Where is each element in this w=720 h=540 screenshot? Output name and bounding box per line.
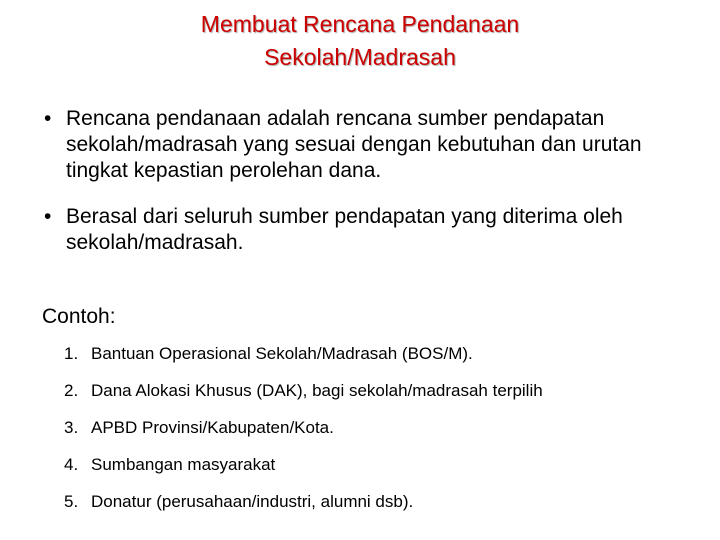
example-number: 3. (64, 418, 79, 437)
example-text: Donatur (perusahaan/industri, alumni dsb). (91, 492, 414, 511)
example-number: 1. (64, 344, 79, 363)
examples-list (64, 342, 704, 527)
bullet-item (42, 106, 702, 184)
bullet-marker: • (44, 107, 52, 130)
examples-label: Contoh: (42, 305, 116, 328)
example-text: Dana Alokasi Khusus (DAK), bagi sekolah/madrasah terpilih (91, 381, 543, 400)
example-number: 5. (64, 492, 79, 511)
bullet-list (42, 106, 702, 276)
bullet-text: Berasal dari seluruh sumber pendapatan yang diterima oleh sekolah/madrasah. (66, 205, 623, 254)
example-number: 4. (64, 455, 79, 474)
example-item (64, 379, 704, 403)
example-item (64, 453, 704, 477)
example-text: Bantuan Operasional Sekolah/Madrasah (BOS/M). (91, 344, 473, 363)
slide-title-line-1: Membuat Rencana Pendanaan (200, 11, 520, 37)
example-text: Sumbangan masyarakat (91, 455, 276, 474)
example-text: APBD Provinsi/Kabupaten/Kota. (91, 418, 334, 437)
slide-title-line-2: Sekolah/Madrasah (264, 44, 456, 70)
bullet-text: Rencana pendanaan adalah rencana sumber pendapatan sekolah/madrasah yang sesuai dengan kebutuhan dan urutan tingkat kepastian perolehan dana. (66, 107, 642, 182)
example-item (64, 416, 704, 440)
slide-title (0, 8, 720, 74)
example-number: 2. (64, 381, 79, 400)
example-item (64, 490, 704, 514)
example-item (64, 342, 704, 366)
bullet-item (42, 204, 702, 256)
bullet-marker: • (44, 205, 52, 228)
